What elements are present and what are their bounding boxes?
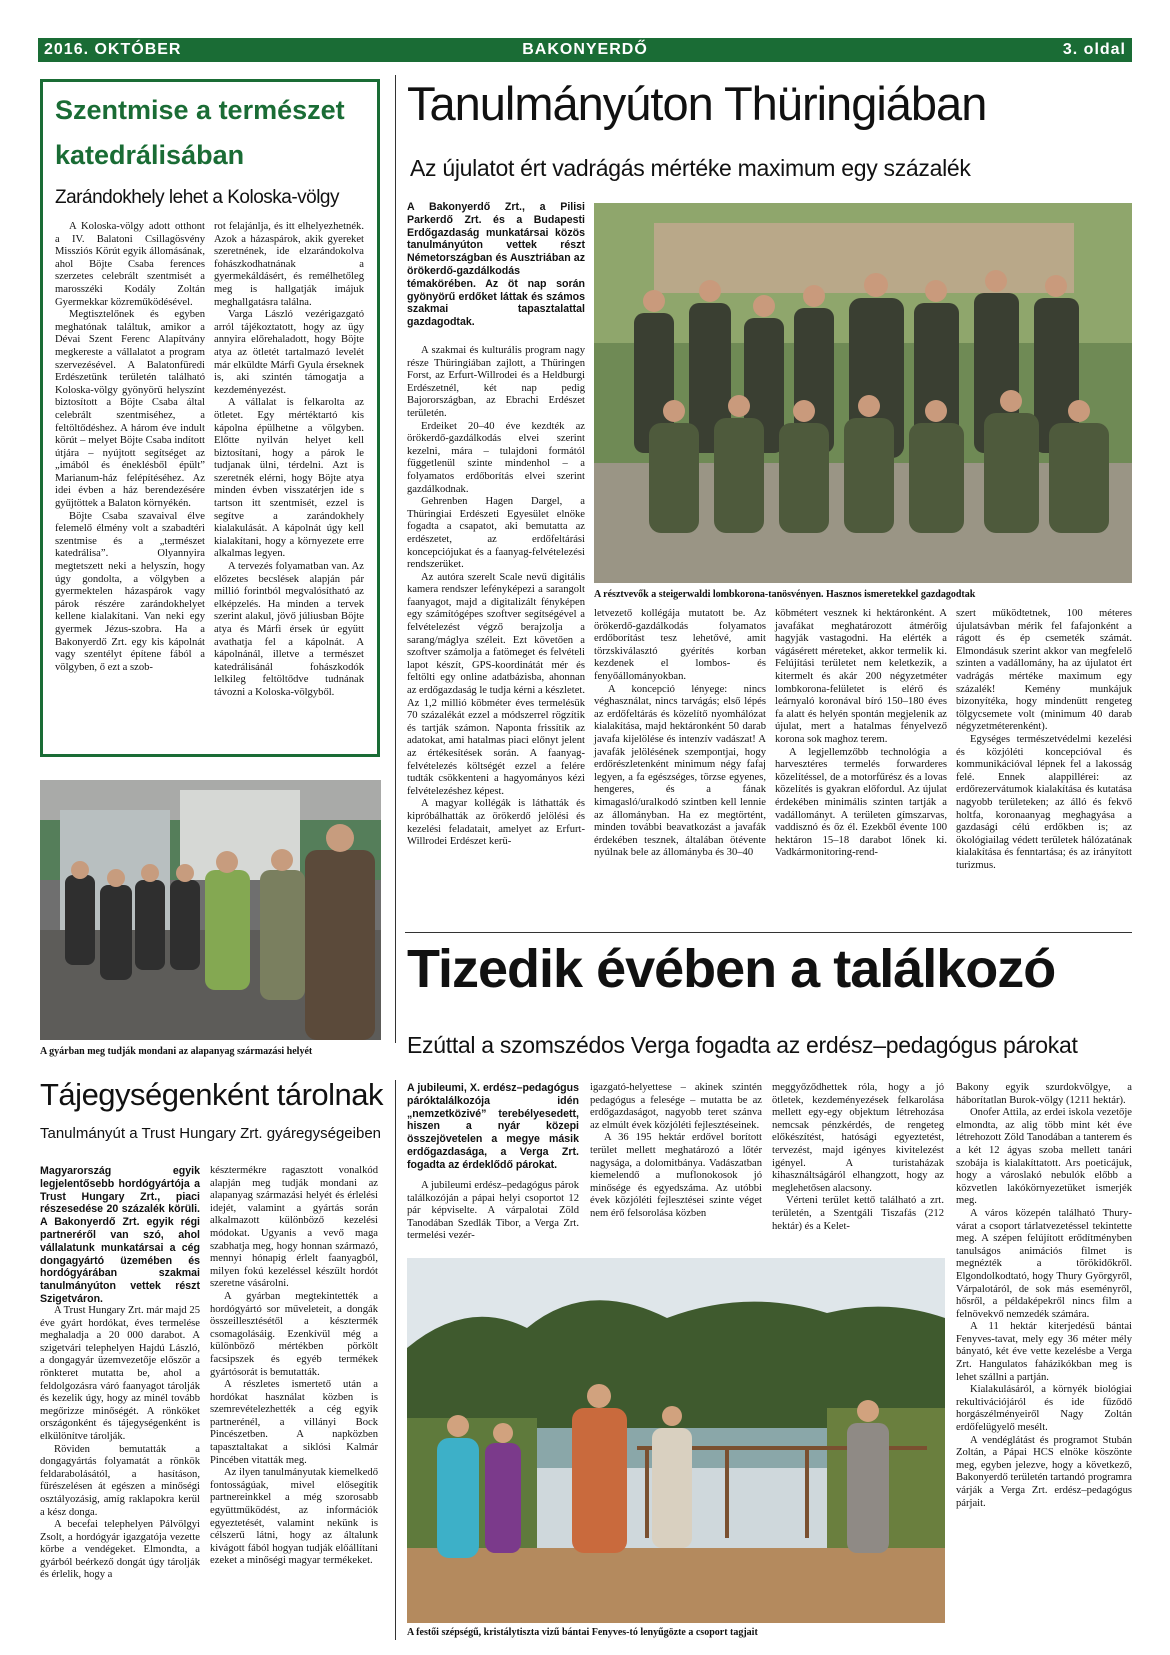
paragraph: késztermékre ragasztott vonalkód alapján meg tudják mondani az alapanyag származási helyét és érlelési idejét, valamint a gyártás során alkalmazott különböző kezelési módokat. Ugyanis a vevő maga szabhatja meg, hogy honnan származó, mennyi hónapig érlelt faanyagból, milyen fokú kezeléssel készült hordót szeretne vásárolni. (210, 1165, 378, 1290)
paragraph: rot felajánlja, és itt elhelyezhetnék. Azok a házaspárok, akik gyereket szeretnének, ide elzarándokolva fohászkodhatnának a gyermekáldásért, és remélhetőleg meg is hallgatják imájuk meghallgatásra találna. (214, 221, 364, 308)
paper-name: BAKONYERDŐ (522, 41, 648, 58)
article4-column-1 (407, 1180, 579, 1245)
paragraph: Vérteni terület kettő található a zrt. területén, a Szentgáli Tiszafás (212 hektár) és a Kelet- (772, 1195, 944, 1232)
paragraph: A becefai telephelyen Pálvölgyi Zsolt, a hordógyár igazgatója vezette körbe a vendégeket. Elmondta, a gyárból beérkező dongát úgy tárolják és érlelik, hogy a (40, 1519, 200, 1581)
article3-lead (407, 201, 585, 336)
lead-paragraph: A jubileumi, X. erdész–pedagógus páróktalálkozója idén „nemzetközivé” terebélyesedett, hiszen a nyár közepi összejövetelen a megye másik erdőgazdasága, a Verga Zrt. fogadta az érdeklődő párokat. (407, 1082, 579, 1171)
group-photo-steigerwald (594, 203, 1132, 583)
article3-column-1 (407, 345, 585, 910)
paragraph: Gehrenben Hagen Dargel, a Thüringiai Erdészeti Egyesület elnöke fogadta a csapatot, aki bemutatta az erdészetet, az erdőfeltárási koncepciójukat és a faanyag-felvételezési rendszerüket. (407, 496, 585, 571)
article3-column-4 (956, 608, 1132, 923)
article3-column-3 (775, 608, 947, 923)
article4-title: Tizedik évében a találkozó (407, 939, 1056, 999)
paragraph: Erdeiket 20–40 éve kezdték az örökerdő-gazdálkodás elvei szerint kezelni, mára – tulajdoni formától függetlenül szinte mindenhol – a folyamatos erdőborítás elvei szerint gazdálkodnak. (407, 420, 585, 495)
column-divider (395, 75, 396, 1043)
article3-column-2 (594, 608, 766, 923)
group-photo-caption: A résztvevők a steigerwaldi lombkorona-tanösvényen. Hasznos ismeretekkel gazdagodtak (594, 589, 976, 600)
article4-column-3 (772, 1082, 944, 1247)
lead-paragraph: A Bakonyerdő Zrt., a Pilisi Parkerdő Zrt. és a Budapesti Erdőgazdaság munkatársai közös tanulmányúton vettek részt Németországban és Ausztriában az örökerdő-gazdálkodás témakörében. Az öt nap során gyönyörű erdőket láttak és számos szakmai tapasztalattal gazdagodtak. (407, 201, 585, 329)
paragraph: Az autóra szerelt Scale nevű digitális kamera rendszer lefényképezi a sarangolt faanyagot, majd a digitalizált fényképen egy számítógépes szoftver segítségével a felvételezést végző berajzolja a sarang/máglya széleit. Ezt követően a szoftver számolja a fatömeget és felvételi lapot készít, GPS-koordinátát mér és feltölti egy online adatbázisba, ahonnan az erdőgazdaság le tudja kérni a készletet. Az 1,2 millió köbméter éves termelésük 70 százalékát ezzel a módszerrel rögzítik és tartják számon. Naponta frissítik az adatokat, ami hatalmas piaci előnyt jelent az értékesítések során. A faanyag-felvételezés költségét ezzel a felére tudták csökkenteni a hagyományos kézi felvételezéshez képest. (407, 571, 585, 797)
page-number: 3. oldal (1062, 41, 1126, 58)
article2-column-1 (40, 1305, 200, 1630)
paragraph: A vendéglátást és programot Stubán Zoltán, a Pápai HCS elnöke köszönte meg, egyben jelezve, hogy a következő, Bakonyerdő területén tartandó programra várják a Verga Zrt. erdész–pedagógus párjait. (956, 1434, 1132, 1509)
article1-column-2 (214, 221, 364, 741)
paragraph: A legjellemzőbb technológia a harvesztéres termelés forwarderes közelítéssel, de a motorfűrész és a lovas közelítés is gyakran előfordul. Az újulat érdekében minimális szinten tartják a vadállományt. A területen gímszarvas, vaddisznó és őz él. Ezekből évente 100 hektáron 15–18 darabot lőnek ki. Vadkármonitoring-rend- (775, 746, 947, 859)
lake-photo-fenyves (407, 1258, 945, 1623)
paragraph: Böjte Csaba szavaival élve felemelő élmény volt a szabadtéri szentmise és a „természet katedrálisa”. Olyannyira megtetszett neki a helyszín, hogy úgy gondolta, a völgyben a gyermektelen házaspárok vagy párok részére zarándokhelyet kellene kialakítani. Van neki egy gyermek Jézus-szobra. Ha a Bakonyerdő Zrt. egy kis kápolnát vagy szentélyt építene fából a völgyben, ő ezt a szob- (55, 510, 205, 673)
paragraph: A város közepén található Thury-várat a csoport tárlatvezetéssel tekintette meg. A szépen felújított erődítményben tanulságos animációs filmet is megnézték a törökidőkről. Elgondolkodtató, hogy Thury Györgyről, Várpalotáról, de sok más eseményről, hősről, a példaképekről nincs film a felnövekvő nemzedék számára. (956, 1207, 1132, 1320)
article4-column-2 (590, 1082, 762, 1247)
article3-subtitle: Az újulatot ért vadrágás mértéke maximum egy százalék (410, 155, 971, 181)
paragraph: Onofer Attila, az erdei iskola vezetője elmondta, az alig több mint két éve létrehozott Zöld Tanodában a tanterem és a két 12 ágyas szoba mellett tanári szobája is kialakíttatott. Ars poeticájuk, hogy a városlakó nebulók előbb a közvetlen lakókörnyezetüket ismerjék meg. (956, 1107, 1132, 1207)
section-divider (405, 932, 1132, 933)
article4-lead (407, 1082, 579, 1172)
paragraph: köbmétert vesznek ki hektáronként. A javafákat meghatározott átmérőig hagyják vastagodni. Ha elérték a vágásérett méreteket, akkor termelik ki. Felújítási területet nem keletkezik, a kitermelt és akár 200 négyzetméter lombkorona-felületet is elérő és leárnyaló koronával bíró 150–180 éves fa alatt és helyén spontán megjelenik az újulat, mert a hatalmas fényelvező korona sok maghoz terem. (775, 608, 947, 745)
factory-photo (40, 780, 381, 1040)
lead-paragraph: Magyarország egyik legjelentősebb hordógyártója a Trust Hungary Zrt., piaci részesedése 20 százalék körüli. A Bakonyerdő Zrt. egyik régi partneréről van szó, ahol vállalatunk munkatársai a cég dongagyártó üzemében és hordógyárában szakmai tanulmányúton vettek részt Szigetváron. (40, 1165, 200, 1305)
article2-subtitle: Tanulmányút a Trust Hungary Zrt. gyáregységeiben (40, 1125, 382, 1142)
article1-column-1 (55, 221, 205, 741)
column-divider (395, 1080, 396, 1640)
paragraph: A jubileumi erdész–pedagógus párok találkozóján a pápai helyi csoportot 12 pár képviselte. A várpalotai Zöld Tanodában Szedlák Tibor, a Verga Zrt. termelési vezér- (407, 1180, 579, 1242)
paragraph: Egységes természetvédelmi kezelési és közjóléti koncepcióval és kommunikációval lépnek fel a lakosság felé. Ennek alappillérei: az erdőrezervátumok kialakítása és kutatása nagyobb területeken; az álló és fekvő holtfa, koronaanyag meghagyása a gazdasági célú erdőkben is; az ökológiailag védett területek hálózatának kialakítása és fenntartása; és az irányított turizmus. (956, 733, 1132, 871)
article2-title: Tájegységenként tárolnak (40, 1077, 384, 1112)
paragraph: meggyőződhettek róla, hogy a jó ötletek, kezdeményezések felkarolása mellett egy-egy objektum létrehozása nemcsak pénzkérdés, de rengeteg előkészítést, hatósági egyeztetést, tervezést, majd igényes kivitelezést igényel. A turistaházak kihasználtságáról elhangzott, hogy az meglehetősen alacsony. (772, 1082, 944, 1194)
paragraph: A magyar kollégák is láthatták és kipróbálhatták az örökerdő jelölési és kezelési feladatait, amelyet az Erfurt-Willrodei Erdészet kerü- (407, 798, 585, 848)
paragraph: A szakmai és kulturális program nagy része Thüringiában zajlott, a Thüringen Forst, az Erfurt-Willrodei és a Heldburgi Erdészetnél, két nap pedig Bajorországban, az Ebrachi Erdészet területén. (407, 345, 585, 419)
page-header (38, 38, 1132, 62)
article1-subtitle: Zarándokhely lehet a Koloska-völgy (55, 187, 340, 208)
article2-lead (40, 1165, 200, 1305)
paragraph: A koncepció lényege: nincs véghasználat, nincs tarvágás; első lépés az erdőfeltárás és közelítő nyomhálózat kialakítása, majd hektáronként 50 darab javafa kijelölése és intenzív vadászat! A javafák jelölésének szempontjai, hogy erdőrészletenként minimum négy fafaj legyen, a fa egészséges, törzse egyenes, hengeres, és a fának kimagasló/uralkodó szintben kell lennie az állományban. Ha ez megtörtént, minden további beavatkozást a javafák érdekében tesznek, általában ötévente nyúlnak bele az állományba és 30–40 (594, 683, 766, 859)
article1-title-line1: Szentmise a természet (55, 95, 345, 125)
article2-column-2 (210, 1165, 378, 1630)
paragraph: Megtisztelőnek és egyben meghatónak találtuk, amikor a Dévai Szent Ferenc Alapítvány megkereste a vállalatot a program szervezésével. A Balatonfüredi Erdészetünk területén található Koloska-völgy gyönyörű helyszínt biztosított a Böjte Csaba által celebrált szentmiséhez, a feltöltődéshez. A három éve indult körút – melyet Böjte Csaba indított útjára – nyújtott segítséget az „imából és éneklésből épült” Marianum-ház felépítéséhez. Az idei évben a ház berendezésére gyűjtöttek a Balaton környékén. (55, 309, 205, 510)
factory-photo-caption: A gyárban meg tudják mondani az alapanyag származási helyét (40, 1046, 313, 1057)
article4-column-4 (956, 1082, 1132, 1632)
paragraph: Varga László vezérigazgató arról tájékoztatott, hogy az ügy annyira előrehaladott, hogy Böjte atya az ötletét tartalmazó levelét már elküldte Márfi Gyula érseknek is, aki szintén támogatja a kezdeményezést. (214, 309, 364, 396)
article3-title: Tanulmányúton Thüringiában (407, 77, 987, 130)
article4-subtitle: Ezúttal a szomszédos Verga fogadta az erdész–pedagógus párokat (407, 1032, 1078, 1058)
paragraph: A Trust Hungary Zrt. már majd 25 éve gyárt hordókat, éves termelése meghaladja a 20 000 darabot. A szigetvári telephelyen Hajdú László, a dongagyár üzemvezetője először a rönkteret mutatta be, ahol a feldolgozásra váró faanyagot tárolják és kezelik úgy, hogy az minél tovább megőrizze minőségét. A rönköket országonként és tájegységenként is elkülönítve tárolják. (40, 1305, 200, 1442)
issue-date: 2016. OKTÓBER (44, 41, 182, 58)
paragraph: A vállalat is felkarolta az ötletet. Egy mértéktartó kis kápolna épülhetne a völgyben. Előtte nyilván helyet kell biztosítani, hogy a párok le tudjanak ülni, térdelni. Azt is szeretnék elérni, hogy Böjte atya minden évben visszatérjen ide s tartson itt szentmisét, ezzel is segítve a zarándokhely kialakulását. A kápolnát úgy kell kialakítani, hogy a környezete erre alkalmas legyen. (214, 397, 364, 560)
paragraph: letvezető kollégája mutatott be. Az örökerdő-gazdálkodás folyamatos erdőborítást tesz lehetővé, amit törzskiválasztó gyérítés korban kezdenek el lombos- és fenyőállományokban. (594, 608, 766, 682)
paragraph: A gyárban megtekintették a hordógyártó sor műveleteit, a dongák összeillesztésétől a késztermék csomagolásáig. Ezenkívül még a különböző mértékben pörkölt facsipszek és egyéb termékek gyártósorát is bemutatták. (210, 1290, 378, 1378)
paragraph: A 11 hektár kiterjedésű bántai Fenyves-tavat, mely egy 36 méter mély bányató, két éve vette kezelésbe a Verga Zrt. Hangulatos faházikókban meg is lehet szállni a partján. (956, 1321, 1132, 1383)
paragraph: A Koloska-völgy adott otthont a IV. Balatoni Csillagösvény Missziós Körút egyik állomásának, ahol Böjte Csaba ferences szerzetes celebrált szentmisét a marosszéki Kodály Zoltán Gyermekkar közreműködésével. (55, 221, 205, 308)
paragraph: A részletes ismertető után a hordókat használat közben is szemrevételezhették a cég egyik partnerénél, a villányi Bock Pincészetben. A napközben tapasztaltakat a siklósi Kalmár Pincében vitatták meg. (210, 1379, 378, 1466)
paragraph: A 36 195 hektár erdővel borított terület mellett meghatározó a lőtér nagysága, a dolomitbánya. Vadászatban kiemelendő a muflonokosok jó minősége és egyedszáma. Az utóbbi évek közjóléti fejlesztései szinte véget nem érő felsorolása közben (590, 1132, 762, 1219)
lake-photo-caption: A festői szépségű, kristálytiszta vizű bántai Fenyves-tó lenyűgözte a csoport tagjait (407, 1627, 758, 1638)
paragraph: Kialakulásáról, a környék biológiai rekultivációjáról és ide fűződő horgászélményeiről Nagy Zoltán erdőfelügyelő mesélt. (956, 1384, 1132, 1434)
paragraph: Bakony egyik szurdokvölgye, a háborítatlan Burok-völgy (1211 hektár). (956, 1082, 1132, 1106)
paragraph: A tervezés folyamatban van. Az előzetes becslések alapján pár millió forintból megvalósítható az elképzelés. Ha minden a tervek szerint alakul, jövő júliusban Böjte atya és Márfi érsek úr együtt avathatja fel a kápolnát. A kápolnánál, illetve a természet katedrálisánál fohászkodók lelkileg feltöltődve tudnának távozni a Koloska-völgyből. (214, 561, 364, 698)
article1-title-line2: katedrálisában (55, 140, 245, 170)
paragraph: Röviden bemutatták a dongagyártás folyamatát a rönkök feldarabolásától, a hasításon, fűrészelésen át egészen a minőségi osztályozásig, amíg raklapokra kerül a kész donga. (40, 1443, 200, 1518)
article1-title (55, 88, 375, 178)
paragraph: Az ilyen tanulmányutak kiemelkedő fontosságúak, mivel elősegítik partnereinkkel a még szorosabb együttműködést, az információk egyeztetését, valamint nekünk is célszerű látni, hogy az általunk kivágott fából hogyan tudják előállítani ezeket a minőségi magyar termékeket. (210, 1467, 378, 1567)
paragraph: szert működtetnek, 100 méteres újulatsávban mérik fel fafajonként a rágott és ép csemeték számát. Elmondásuk szerint akkor van megfelelő szinten a vadállomány, ha az újulatot ért vadrágás mértéke maximum egy százalék! Kemény munkájuk bizonyítéka, hogy mindenütt rengeteg tölgycsemete volt (minimum 40 darab négyzetméterenként). (956, 608, 1132, 733)
paragraph: igazgató-helyettese – akinek szintén pedagógus a felesége – mutatta be az erdőgazdaságot, nagyobb teret szánva az elmúlt évek közjóléti fejlesztéseinek. (590, 1082, 762, 1131)
